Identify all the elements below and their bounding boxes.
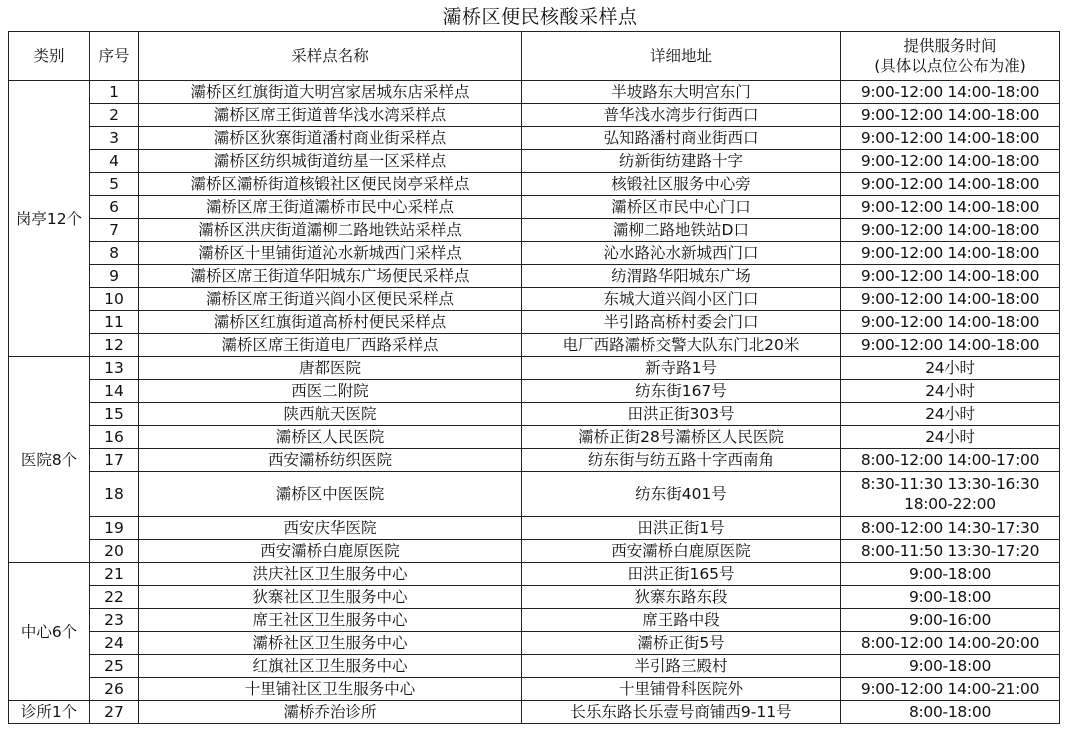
address-cell: 电厂西路灞桥交警大队东门北20米 [522,334,841,357]
category-cell: 诊所1个 [9,701,90,724]
site-name-cell: 灞桥区席王街道灞桥市民中心采样点 [139,196,522,219]
header-service-time-line1: 提供服务时间 [903,37,997,55]
site-name-cell: 灞桥社区卫生服务中心 [139,632,522,655]
table-row [9,196,1060,219]
header-address: 详细地址 [522,32,841,81]
service-time-cell: 8:00-11:50 13:30-17:20 [841,540,1060,563]
service-time-cell: 9:00-16:00 [841,609,1060,632]
table-row [9,563,1060,586]
index-cell: 3 [90,127,139,150]
service-time-cell: 9:00-12:00 14:00-18:00 [841,311,1060,334]
site-name-cell: 灞桥区洪庆街道灞柳二路地铁站采样点 [139,219,522,242]
address-cell: 灞桥正街5号 [522,632,841,655]
header-service-time [841,32,1060,81]
service-time-cell: 9:00-18:00 [841,655,1060,678]
index-cell: 9 [90,265,139,288]
index-cell: 8 [90,242,139,265]
table-row [9,632,1060,655]
index-cell: 25 [90,655,139,678]
category-cell: 医院8个 [9,357,90,563]
index-cell: 21 [90,563,139,586]
address-cell: 纺渭路华阳城东广场 [522,265,841,288]
site-name-cell: 洪庆社区卫生服务中心 [139,563,522,586]
address-cell: 灞桥区市民中心门口 [522,196,841,219]
service-time-cell: 9:00-18:00 [841,563,1060,586]
service-time-cell: 9:00-12:00 14:00-21:00 [841,678,1060,701]
table-row [9,517,1060,540]
table-row [9,403,1060,426]
table-row [9,242,1060,265]
service-time-cell: 8:00-12:00 14:00-20:00 [841,632,1060,655]
table-row [9,586,1060,609]
address-cell: 纺东街401号 [522,472,841,517]
site-name-cell: 狄寨社区卫生服务中心 [139,586,522,609]
address-cell: 十里铺骨科医院外 [522,678,841,701]
category-cell: 岗亭12个 [9,81,90,357]
table-row [9,104,1060,127]
sampling-sites-table [8,31,1060,724]
header-index: 序号 [90,32,139,81]
address-cell: 纺东街与纺五路十字西南角 [522,449,841,472]
table-row [9,150,1060,173]
site-name-cell: 灞桥区席王街道兴阎小区便民采样点 [139,288,522,311]
table-row [9,701,1060,724]
service-time-cell: 9:00-18:00 [841,586,1060,609]
service-time-cell: 8:00-12:00 14:30-17:30 [841,517,1060,540]
service-time-cell: 9:00-12:00 14:00-18:00 [841,219,1060,242]
site-name-cell: 灞桥区狄寨街道潘村商业街采样点 [139,127,522,150]
table-row [9,380,1060,403]
site-name-cell: 西安庆华医院 [139,517,522,540]
site-name-cell: 唐都医院 [139,357,522,380]
index-cell: 23 [90,609,139,632]
address-cell: 东城大道兴阎小区门口 [522,288,841,311]
table-row [9,426,1060,449]
address-cell: 田洪正街165号 [522,563,841,586]
site-name-cell: 灞桥区红旗街道高桥村便民采样点 [139,311,522,334]
service-time-cell: 9:00-12:00 14:00-18:00 [841,173,1060,196]
service-time-cell: 8:00-12:00 14:00-17:00 [841,449,1060,472]
site-name-cell: 灞桥区席王街道华阳城东广场便民采样点 [139,265,522,288]
index-cell: 7 [90,219,139,242]
service-time-cell: 9:00-12:00 14:00-18:00 [841,81,1060,104]
index-cell: 2 [90,104,139,127]
header-site-name: 采样点名称 [139,32,522,81]
index-cell: 4 [90,150,139,173]
service-time-cell: 9:00-12:00 14:00-18:00 [841,127,1060,150]
page-title: 灞桥区便民核酸采样点 [442,6,638,28]
service-time-line1: 8:30-11:30 13:30-16:30 [860,475,1040,493]
table-row [9,288,1060,311]
site-name-cell: 灞桥区十里铺街道沁水新城西门采样点 [139,242,522,265]
site-name-cell: 灞桥区灞桥街道核锻社区便民岗亭采样点 [139,173,522,196]
site-name-cell: 灞桥乔治诊所 [139,701,522,724]
site-name-cell: 灞桥区人民医院 [139,426,522,449]
header-category: 类别 [9,32,90,81]
index-cell: 6 [90,196,139,219]
service-time-cell: 9:00-12:00 14:00-18:00 [841,265,1060,288]
address-cell: 纺东街167号 [522,380,841,403]
index-cell: 20 [90,540,139,563]
site-name-cell: 席王社区卫生服务中心 [139,609,522,632]
table-body [9,81,1060,724]
address-cell: 半引路三殿村 [522,655,841,678]
table-row [9,81,1060,104]
table-row [9,609,1060,632]
table-row [9,655,1060,678]
service-time-line2: 18:00-22:00 [904,495,996,513]
address-cell: 西安灞桥白鹿原医院 [522,540,841,563]
table-row [9,540,1060,563]
table-row [9,472,1060,517]
header-service-time-line2: (具体以点位公布为准) [874,57,1026,75]
index-cell: 13 [90,357,139,380]
service-time-cell: 24小时 [841,426,1060,449]
address-cell: 田洪正街1号 [522,517,841,540]
service-time-cell: 24小时 [841,403,1060,426]
table-row [9,173,1060,196]
index-cell: 15 [90,403,139,426]
table-row [9,219,1060,242]
table-row [9,357,1060,380]
category-cell: 中心6个 [9,563,90,701]
index-cell: 1 [90,81,139,104]
site-name-cell: 灞桥区中医医院 [139,472,522,517]
address-cell: 田洪正街303号 [522,403,841,426]
index-cell: 10 [90,288,139,311]
index-cell: 19 [90,517,139,540]
site-name-cell: 灞桥区纺织城街道纺星一区采样点 [139,150,522,173]
address-cell: 核锻社区服务中心旁 [522,173,841,196]
index-cell: 22 [90,586,139,609]
address-cell: 狄寨东路东段 [522,586,841,609]
index-cell: 14 [90,380,139,403]
table-row [9,311,1060,334]
table-row [9,678,1060,701]
table-header-row [9,32,1060,81]
site-name-cell: 红旗社区卫生服务中心 [139,655,522,678]
index-cell: 27 [90,701,139,724]
index-cell: 12 [90,334,139,357]
site-name-cell: 西安灞桥白鹿原医院 [139,540,522,563]
index-cell: 11 [90,311,139,334]
address-cell: 席王路中段 [522,609,841,632]
table-row [9,334,1060,357]
service-time-cell: 24小时 [841,380,1060,403]
service-time-cell: 24小时 [841,357,1060,380]
address-cell: 灞桥正街28号灞桥区人民医院 [522,426,841,449]
index-cell: 17 [90,449,139,472]
site-name-cell: 西安灞桥纺织医院 [139,449,522,472]
service-time-cell: 9:00-12:00 14:00-18:00 [841,242,1060,265]
service-time-cell: 9:00-12:00 14:00-18:00 [841,334,1060,357]
service-time-cell: 9:00-12:00 14:00-18:00 [841,150,1060,173]
index-cell: 16 [90,426,139,449]
address-cell: 纺新街纺建路十字 [522,150,841,173]
table-row [9,265,1060,288]
address-cell: 弘知路潘村商业街西口 [522,127,841,150]
index-cell: 18 [90,472,139,517]
address-cell: 新寺路1号 [522,357,841,380]
address-cell: 灞柳二路地铁站D口 [522,219,841,242]
address-cell: 普华浅水湾步行街西口 [522,104,841,127]
address-cell: 长乐东路长乐壹号商铺西9-11号 [522,701,841,724]
service-time-cell: 9:00-12:00 14:00-18:00 [841,288,1060,311]
site-name-cell: 陕西航天医院 [139,403,522,426]
site-name-cell: 灞桥区席王街道电厂西路采样点 [139,334,522,357]
table-row [9,449,1060,472]
site-name-cell: 十里铺社区卫生服务中心 [139,678,522,701]
index-cell: 24 [90,632,139,655]
index-cell: 26 [90,678,139,701]
service-time-cell [841,472,1060,517]
address-cell: 半坡路东大明宫东门 [522,81,841,104]
site-name-cell: 灞桥区席王街道普华浅水湾采样点 [139,104,522,127]
site-name-cell: 西医二附院 [139,380,522,403]
table-row [9,127,1060,150]
index-cell: 5 [90,173,139,196]
service-time-cell: 8:00-18:00 [841,701,1060,724]
service-time-cell: 9:00-12:00 14:00-18:00 [841,104,1060,127]
site-name-cell: 灞桥区红旗街道大明宫家居城东店采样点 [139,81,522,104]
address-cell: 半引路高桥村委会门口 [522,311,841,334]
service-time-cell: 9:00-12:00 14:00-18:00 [841,196,1060,219]
address-cell: 沁水路沁水新城西门口 [522,242,841,265]
